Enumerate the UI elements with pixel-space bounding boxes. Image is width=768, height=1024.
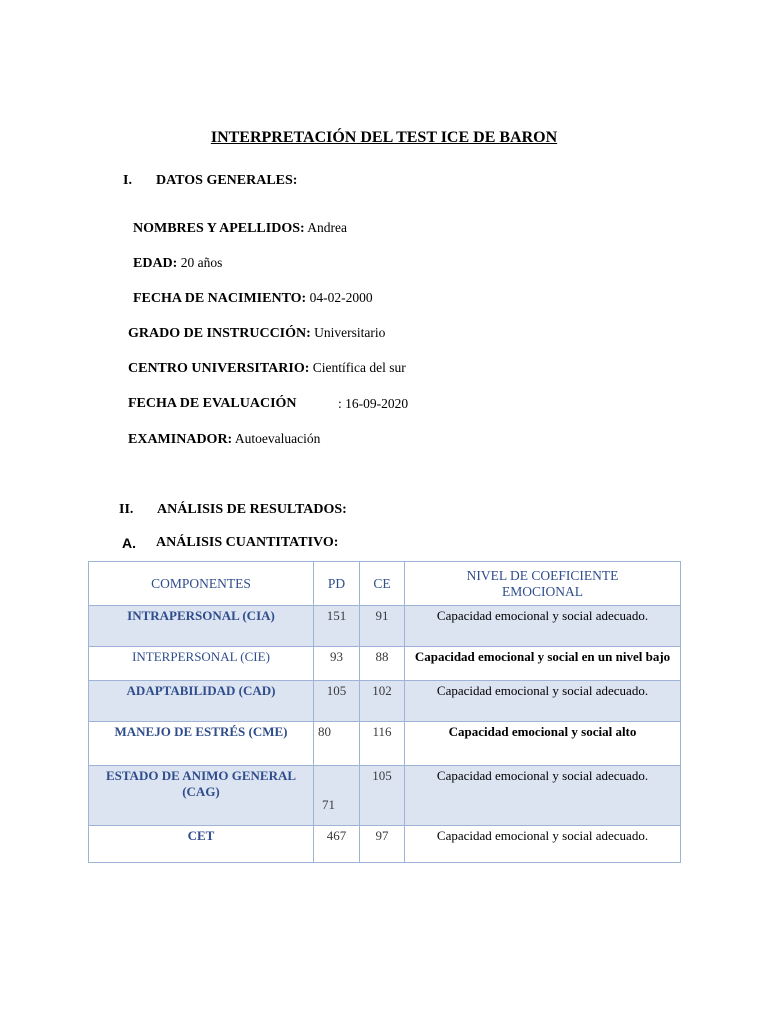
row-componente: ESTADO DE ANIMO GENERAL (CAG)	[89, 766, 314, 826]
table-row	[89, 647, 681, 681]
field-examinador	[128, 431, 320, 448]
row-nivel: Capacidad emocional y social adecuado.	[405, 681, 681, 722]
field-value: 20 años	[177, 255, 223, 270]
row-ce: 105	[360, 766, 405, 826]
section-label: ANÁLISIS DE RESULTADOS:	[157, 502, 347, 517]
header-pd: PD	[314, 562, 360, 606]
row-componente: ADAPTABILIDAD (CAD)	[89, 681, 314, 722]
table-row	[89, 722, 681, 766]
field-label: FECHA DE NACIMIENTO:	[133, 291, 307, 306]
field-edad	[133, 255, 222, 272]
row-ce: 102	[360, 681, 405, 722]
section-number: II.	[119, 502, 134, 517]
row-componente: INTRAPERSONAL (CIA)	[89, 606, 314, 647]
row-pd: 71	[314, 766, 360, 826]
table-header-row	[89, 562, 681, 606]
field-fecha-evaluacion	[128, 396, 409, 412]
row-ce: 97	[360, 826, 405, 863]
field-value: Universitario	[310, 325, 386, 340]
field-label: CENTRO UNIVERSITARIO:	[128, 361, 310, 376]
results-table	[88, 561, 681, 863]
table-row	[89, 606, 681, 647]
row-ce: 91	[360, 606, 405, 647]
field-label: FECHA DE EVALUACIÓN	[128, 396, 297, 411]
row-nivel: Capacidad emocional y social alto	[405, 722, 681, 766]
row-nivel: Capacidad emocional y social adecuado.	[405, 606, 681, 647]
header-componentes: COMPONENTES	[89, 562, 314, 606]
field-nombres	[133, 220, 347, 237]
field-centro-universitario	[128, 360, 406, 377]
field-label: EDAD:	[133, 256, 178, 271]
field-value: Andrea	[304, 220, 348, 235]
row-ce: 116	[360, 722, 405, 766]
row-nivel: Capacidad emocional y social en un nivel bajo	[405, 647, 681, 681]
section-label: DATOS GENERALES:	[156, 173, 298, 188]
document-title: INTERPRETACIÓN DEL TEST ICE DE BARON	[210, 129, 558, 146]
row-pd: 105	[314, 681, 360, 722]
row-componente: INTERPERSONAL (CIE)	[89, 647, 314, 681]
field-grado-instruccion	[128, 325, 385, 342]
field-label: NOMBRES Y APELLIDOS:	[133, 221, 305, 236]
row-componente: MANEJO DE ESTRÉS (CME)	[89, 722, 314, 766]
row-nivel: Capacidad emocional y social adecuado.	[405, 766, 681, 826]
field-value: 04-02-2000	[306, 290, 373, 305]
row-pd: 151	[314, 606, 360, 647]
row-pd: 467	[314, 826, 360, 863]
row-ce: 88	[360, 647, 405, 681]
field-value: : 16-09-2020	[338, 396, 409, 411]
section-number: I.	[123, 173, 132, 188]
section-number: A.	[122, 535, 136, 551]
header-nivel: NIVEL DE COEFICIENTE EMOCIONAL	[405, 562, 681, 606]
field-label: GRADO DE INSTRUCCIÓN:	[128, 326, 311, 341]
row-nivel: Capacidad emocional y social adecuado.	[405, 826, 681, 863]
row-pd: 80	[314, 722, 360, 766]
table-row	[89, 826, 681, 863]
table-row	[89, 681, 681, 722]
field-value: Científica del sur	[309, 360, 406, 375]
section-label: ANÁLISIS CUANTITATIVO:	[156, 535, 339, 550]
header-ce: CE	[360, 562, 405, 606]
field-label: EXAMINADOR:	[128, 432, 233, 447]
field-fecha-nacimiento	[133, 290, 373, 307]
table-row	[89, 766, 681, 826]
field-value: Autoevaluación	[232, 431, 321, 446]
row-componente: CET	[89, 826, 314, 863]
row-pd: 93	[314, 647, 360, 681]
